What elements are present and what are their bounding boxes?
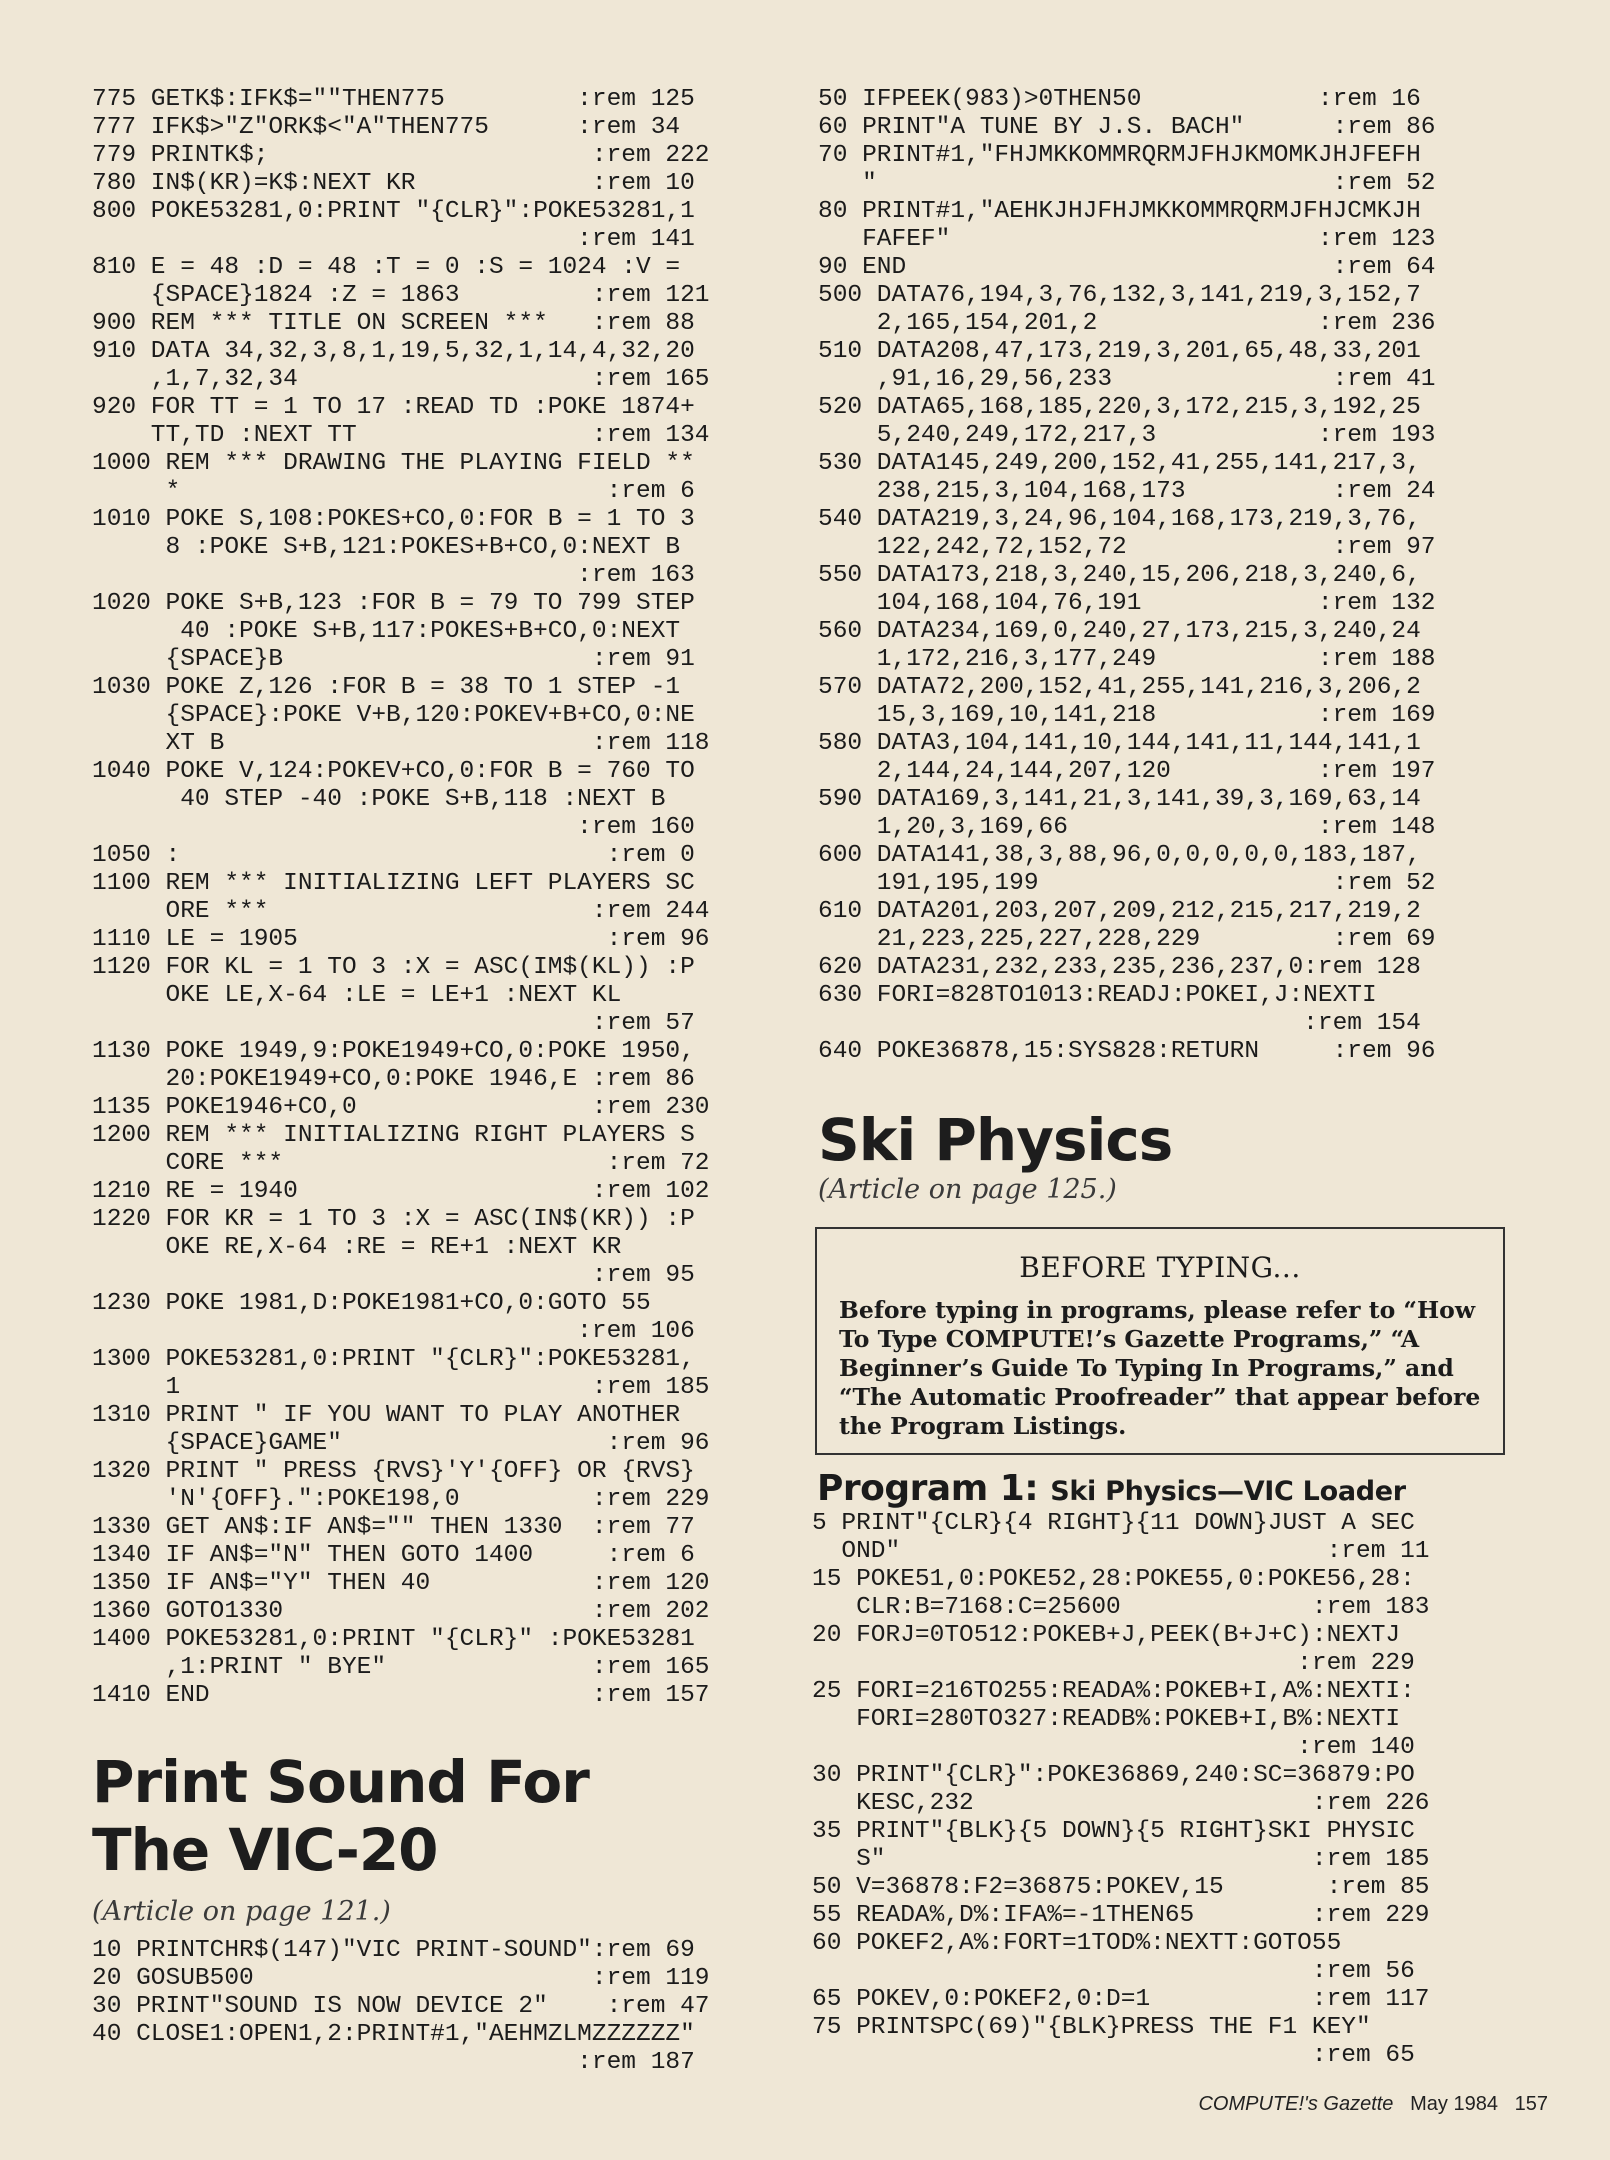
before-typing-box: [815, 1227, 1505, 1455]
page-footer: [1198, 2093, 1548, 2116]
magazine-name: COMPUTE!'s Gazette: [1198, 2093, 1394, 2115]
program-1-heading: [817, 1468, 1406, 1509]
page-number: 157: [1514, 2093, 1548, 2115]
article-byline: (Article on page 121.): [92, 1896, 391, 1927]
program-label: Program 1:: [817, 1468, 1039, 1509]
before-typing-body: Before typing in programs, please refer to “How To Type COMPUTE!’s Gazette Programs,” “A Beginner’s Guide To Typing In Programs,” and “The Automatic Proofreader” that appear before the Program Listings.: [839, 1296, 1481, 1440]
program-listing-print-sound: 10 PRINTCHR$(147)"VIC PRINT-SOUND":rem 69 20 GOSUB500 :rem 119 30 PRINT"SOUND IS NOW DEVICE 2" :rem 47 40 CLOSE1:OPEN1,2:PRINT#1,"AEHMZLMZZZZZZ" :rem 187: [92, 1937, 710, 2076]
left-column: [92, 86, 784, 2077]
article-byline: (Article on page 125.): [818, 1174, 1117, 1205]
before-typing-title: BEFORE TYPING...: [1019, 1251, 1301, 1284]
article-heading-print-sound: Print Sound For The VIC-20: [92, 1748, 589, 1884]
program-listing-ski-physics: 5 PRINT"{CLR}{4 RIGHT}{11 DOWN}JUST A SEC OND" :rem 11 15 POKE51,0:POKE52,28:POKE55,0:POKE56,28: CLR:B=7168:C=25600 :rem 183 20 FORJ=0TO512:POKEB+J,PEEK(B+J+C):NEXTJ :rem 229 25 FORI=216TO255:READA%:POKEB+I,A%:NEXTI: FORI=280TO327:READB%:POKEB+I,B%:NEXTI :rem 140 30 PRINT"{CLR}":POKE36869,240:SC=36879:PO KESC,232 :rem 226 35 PRINT"{BLK}{5 DOWN}{5 RIGHT}SKI PHYSIC S" :rem 185 50 V=36878:F2=36875:POKEV,15 :rem 85 55 READA%,D%:IFA%=-1THEN65 :rem 229 60 POKEF2,A%:FORT=1TOD%:NEXTT:GOTO55 :rem 56 65 POKEV,0:POKEF2,0:D=1 :rem 117 75 PRINTSPC(69)"{BLK}PRESS THE F1 KEY" :rem 65: [812, 1510, 1430, 2069]
article-heading-ski-physics: Ski Physics: [818, 1106, 1173, 1174]
program-subtitle: Ski Physics—VIC Loader: [1050, 1476, 1406, 1507]
issue-date: May 1984: [1410, 2093, 1498, 2115]
program-listing-data: 50 IFPEEK(983)>0THEN50 :rem 16 60 PRINT"A TUNE BY J.S. BACH" :rem 86 70 PRINT#1,"FHJMKKOMMRQRMJFHJKMOMKJHJFEFH " :rem 52 80 PRINT#1,"AEHKJHJFHJMKKOMMRQRMJFHJCMKJH FAFEF" :rem 123 90 END :rem 64 500 DATA76,194,3,76,132,3,141,219,3,152,7 2,165,154,201,2 :rem 236 510 DATA208,47,173,219,3,201,65,48,33,201 ,91,16,29,56,233 :rem 41 520 DATA65,168,185,220,3,172,215,3,192,25 5,240,249,172,217,3 :rem 193 530 DATA145,249,200,152,41,255,141,217,3, 238,215,3,104,168,173 :rem 24 540 DATA219,3,24,96,104,168,173,219,3,76, 122,242,72,152,72 :rem 97 550 DATA173,218,3,240,15,206,218,3,240,6, 104,168,104,76,191 :rem 132 560 DATA234,169,0,240,27,173,215,3,240,24 1,172,216,3,177,249 :rem 188 570 DATA72,200,152,41,255,141,216,3,206,2 15,3,169,10,141,218 :rem 169 580 DATA3,104,141,10,144,141,11,144,141,1 2,144,24,144,207,120 :rem 197 590 DATA169,3,141,21,3,141,39,3,169,63,14 1,20,3,169,66 :rem 148 600 DATA141,38,3,88,96,0,0,0,0,0,183,187, 191,195,199 :rem 52 610 DATA201,203,207,209,212,215,217,219,2 21,223,225,227,228,229 :rem 69 620 DATA231,232,233,235,236,237,0:rem 128 630 FORI=828TO1013:READJ:POKEI,J:NEXTI :rem 154 640 POKE36878,15:SYS828:RETURN :rem 96: [818, 86, 1436, 1065]
program-listing-tail: 775 GETK$:IFK$=""THEN775 :rem 125 777 IFK$>"Z"ORK$<"A"THEN775 :rem 34 779 PRINTK$; :rem 222 780 IN$(KR)=K$:NEXT KR :rem 10 800 POKE53281,0:PRINT "{CLR}":POKE53281,1 :rem 141 810 E = 48 :D = 48 :T = 0 :S = 1024 :V = {SPACE}1824 :Z = 1863 :rem 121 900 REM *** TITLE ON SCREEN *** :rem 88 910 DATA 34,32,3,8,1,19,5,32,1,14,4,32,20 ,1,7,32,34 :rem 165 920 FOR TT = 1 TO 17 :READ TD :POKE 1874+ TT,TD :NEXT TT :rem 134 1000 REM *** DRAWING THE PLAYING FIELD ** * :rem 6 1010 POKE S,108:POKES+CO,0:FOR B = 1 TO 3 8 :POKE S+B,121:POKES+B+CO,0:NEXT B :rem 163 1020 POKE S+B,123 :FOR B = 79 TO 799 STEP 40 :POKE S+B,117:POKES+B+CO,0:NEXT {SPACE}B :rem 91 1030 POKE Z,126 :FOR B = 38 TO 1 STEP -1 {SPACE}:POKE V+B,120:POKEV+B+CO,0:NE XT B :rem 118 1040 POKE V,124:POKEV+CO,0:FOR B = 760 TO 40 STEP -40 :POKE S+B,118 :NEXT B :rem 160 1050 : :rem 0 1100 REM *** INITIALIZING LEFT PLAYERS SC ORE *** :rem 244 1110 LE = 1905 :rem 96 1120 FOR KL = 1 TO 3 :X = ASC(IM$(KL)) :P OKE LE,X-64 :LE = LE+1 :NEXT KL :rem 57 1130 POKE 1949,9:POKE1949+CO,0:POKE 1950, 20:POKE1949+CO,0:POKE 1946,E :rem 86 1135 POKE1946+CO,0 :rem 230 1200 REM *** INITIALIZING RIGHT PLAYERS S CORE *** :rem 72 1210 RE = 1940 :rem 102 1220 FOR KR = 1 TO 3 :X = ASC(IN$(KR)) :P OKE RE,X-64 :RE = RE+1 :NEXT KR :rem 95 1230 POKE 1981,D:POKE1981+CO,0:GOTO 55 :rem 106 1300 POKE53281,0:PRINT "{CLR}":POKE53281, 1 :rem 185 1310 PRINT " IF YOU WANT TO PLAY ANOTHER {SPACE}GAME" :rem 96 1320 PRINT " PRESS {RVS}'Y'{OFF} OR {RVS} 'N'{OFF}.":POKE198,0 :rem 229 1330 GET AN$:IF AN$="" THEN 1330 :rem 77 1340 IF AN$="N" THEN GOTO 1400 :rem 6 1350 IF AN$="Y" THEN 40 :rem 120 1360 GOTO1330 :rem 202 1400 POKE53281,0:PRINT "{CLR}" :POKE53281 ,1:PRINT " BYE" :rem 165 1410 END :rem 157: [92, 86, 710, 1709]
right-column-lower: [812, 1510, 1512, 2070]
right-column: [818, 86, 1518, 1215]
